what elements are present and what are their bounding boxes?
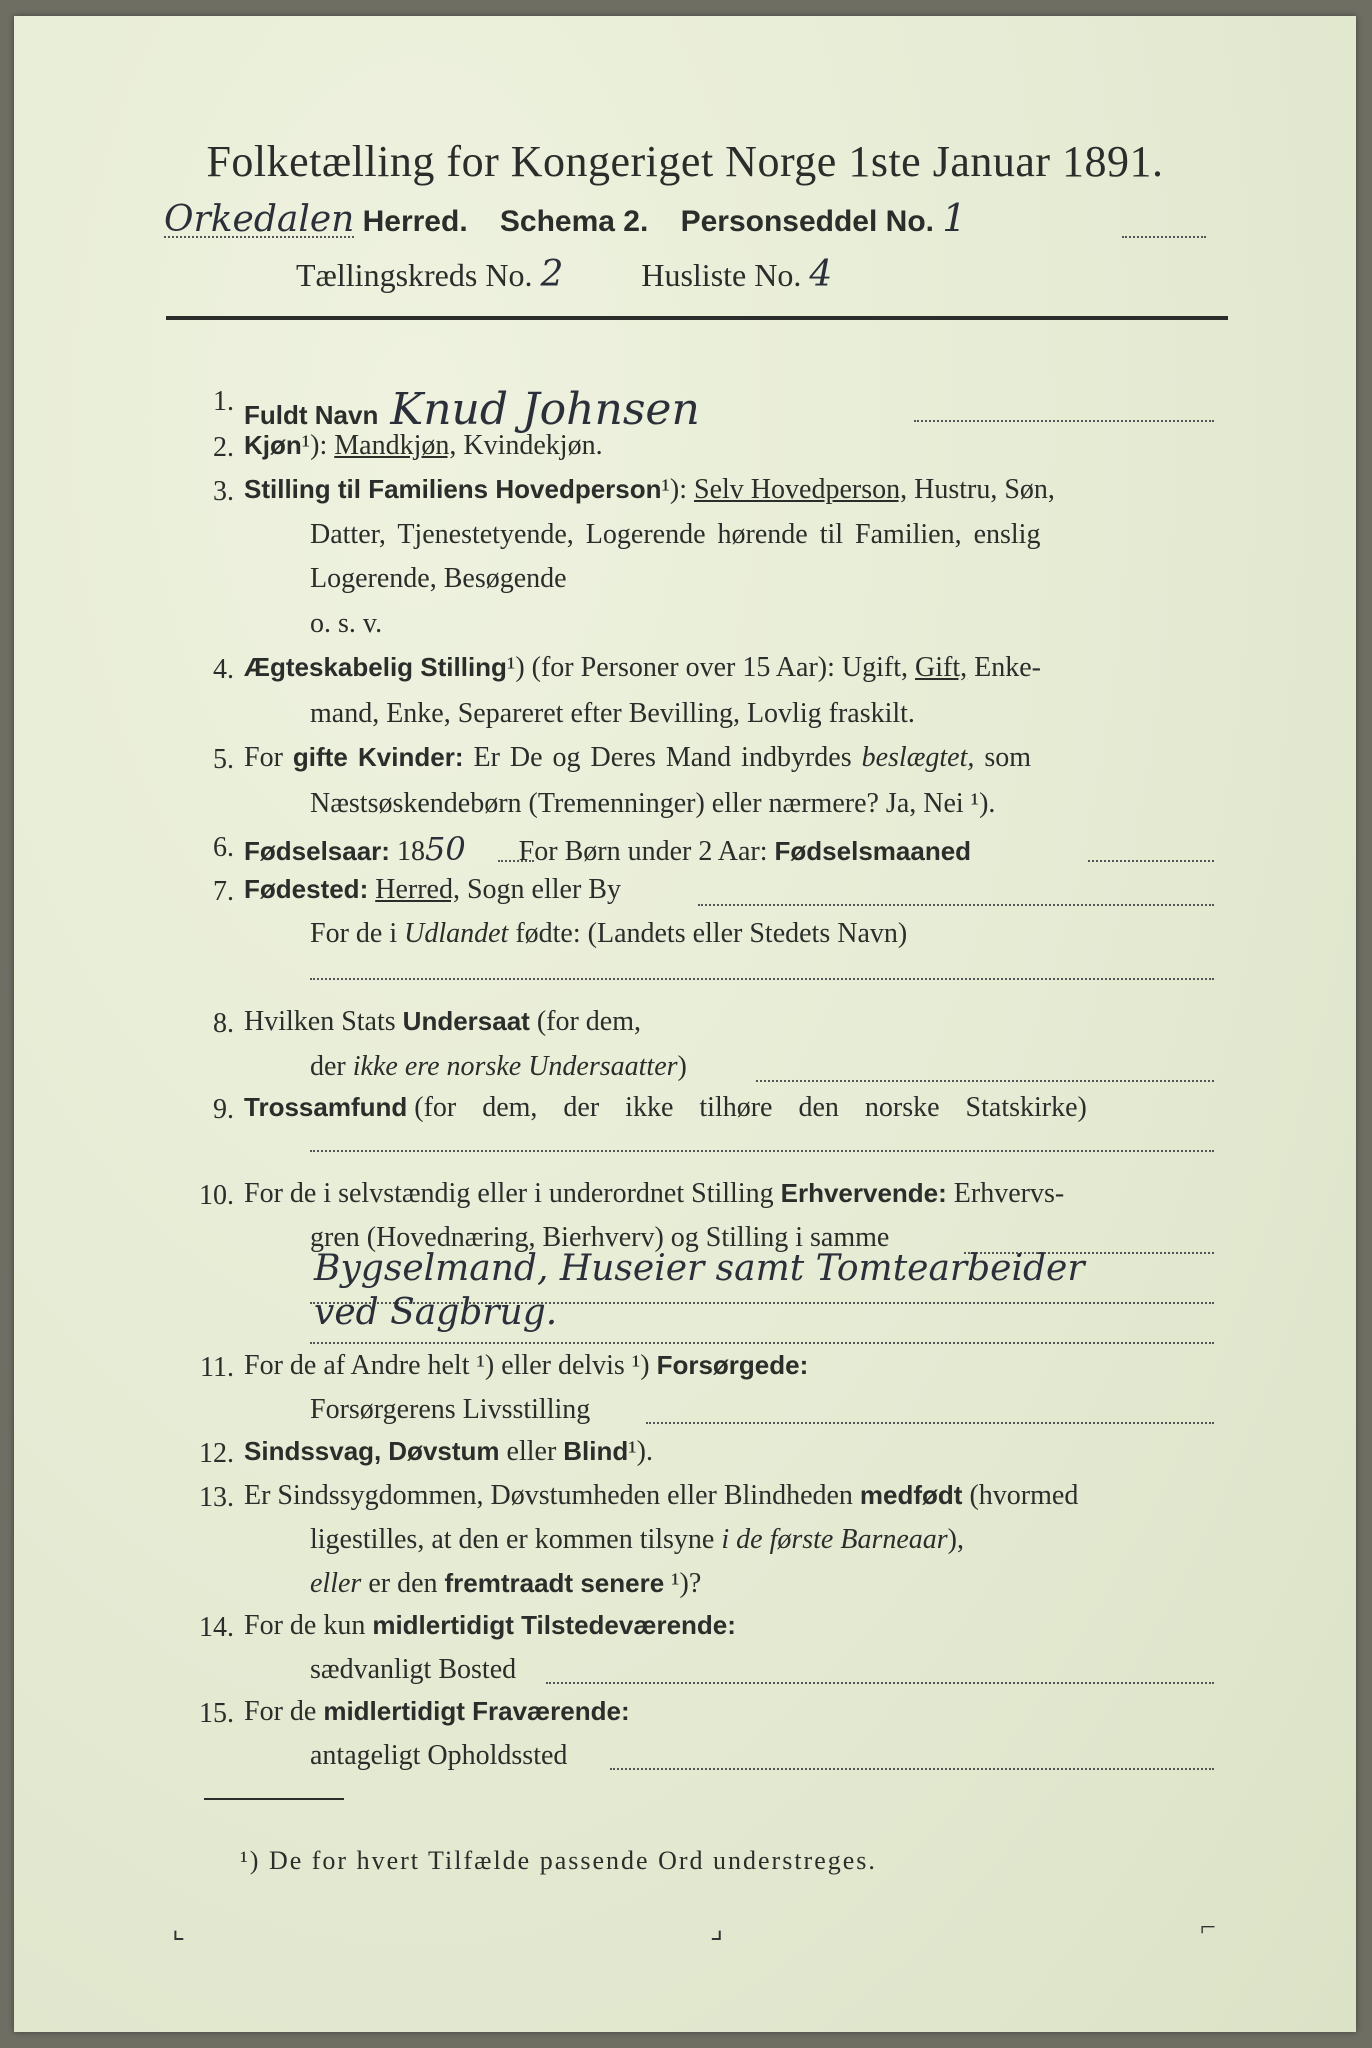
q8-prefix: Hvilken Stats [244, 1006, 396, 1037]
q8-row-2 [310, 1051, 687, 1083]
q5-italic-term: beslægtet, [861, 742, 975, 773]
q12-footnote-ref: ¹). [628, 1436, 653, 1467]
q10-dotline-3 [310, 1342, 1214, 1344]
q5-number: 5. [213, 744, 234, 775]
q1-answer: Knud Johnsen [390, 384, 700, 435]
q11-label: Forsørgede: [656, 1350, 809, 1380]
q13-footnote-ref: ¹)? [671, 1568, 702, 1599]
q13-row3-text: er den [368, 1568, 438, 1599]
register-mark-right: ⌐ [1200, 1912, 1216, 1943]
q8-row2-italic: ikke ere norske Undersaatter [352, 1051, 678, 1082]
q15-dotline [610, 1768, 1214, 1770]
q10-row-2: gren (Hovednæring, Bierhverv) og Stilling i samme [310, 1222, 890, 1253]
q8-row2-pre: der [310, 1051, 346, 1082]
q13-row2-post: ), [947, 1524, 964, 1555]
q3-row-4: o. s. v. [310, 608, 383, 639]
q3-footnote-ref: ¹): [661, 474, 688, 505]
q4-label: Ægteskabelig Stilling [244, 652, 507, 682]
q4-text: (for Personer over 15 Aar): Ugift, [531, 652, 908, 683]
personseddel-dotline [1122, 236, 1206, 238]
q14-dotline [546, 1682, 1214, 1684]
register-mark-center: ⌟ [710, 1914, 724, 1945]
q4-footnote-ref: ¹) [506, 652, 525, 683]
q9-label: Trossamfund [244, 1092, 408, 1122]
q5-row-2: Næstsøskendebørn (Tremenninger) eller nærmere? Ja, Nei ¹). [310, 788, 996, 819]
q3-label: Stilling til Familiens Hovedperson [244, 474, 662, 504]
q6-row [244, 830, 971, 868]
q13-row2-italic: i de første Barneaar [721, 1524, 948, 1555]
q2-row [244, 430, 603, 462]
q3-row-3: Logerende, Besøgende [310, 563, 567, 594]
q13-row3-italic: eller [310, 1568, 362, 1599]
q6-text: For Børn under 2 Aar: [518, 836, 768, 867]
q9-row [244, 1092, 1087, 1124]
q15-number: 15. [199, 1698, 234, 1729]
herred-value: Orkedalen [164, 199, 355, 240]
q3-options-rest: Hustru, Søn, [914, 474, 1055, 505]
q10-text: For de i selvstændig eller i underordnet Stilling [244, 1178, 774, 1209]
q12-eller: eller [506, 1436, 557, 1467]
q11-dotline [646, 1422, 1214, 1424]
q14-row-2: sædvanligt Bosted [310, 1654, 517, 1685]
q2-footnote-ref: ¹): [301, 430, 328, 461]
q7-row-2 [310, 918, 907, 950]
q1-dotline [914, 420, 1214, 422]
q7-row-1 [244, 874, 621, 906]
q7-row2-italic: Udlandet [404, 918, 509, 949]
q9-number: 9. [213, 1094, 234, 1125]
q6-year-value: 50 [424, 830, 466, 868]
q10-number: 10. [199, 1180, 234, 1211]
q3-row-2: Datter, Tjenestetyende, Logerende hørende til Familien, enslig [310, 519, 1041, 550]
q14-number: 14. [199, 1612, 234, 1643]
header-rule [166, 316, 1228, 320]
q12-number: 12. [199, 1438, 234, 1469]
q13-row-1 [244, 1480, 1078, 1512]
herred-label: Herred. [362, 205, 468, 238]
q11-row-1 [244, 1350, 808, 1382]
kreds-label: Tællingskreds No. [296, 257, 533, 293]
q11-row-2: Forsørgerens Livsstilling [310, 1394, 591, 1425]
q7-answer-dotline [310, 978, 1214, 980]
q10-text-end: Erhvervs- [953, 1178, 1065, 1209]
census-form [14, 16, 1356, 2032]
q8-number: 8. [213, 1008, 234, 1039]
q5-text-end: som [984, 742, 1032, 773]
q12-row [244, 1436, 653, 1468]
header-row-2 [296, 254, 832, 295]
q13-label: medfødt [859, 1480, 963, 1510]
q4-number: 4. [213, 654, 234, 685]
husliste-label: Husliste No. [641, 257, 802, 293]
q2-option-kvindekjon: Kvindekjøn. [463, 430, 603, 461]
q5-text: Er De og Deres Mand indbyrdes [473, 742, 852, 773]
q10-answer-line-2: ved Sagbrug. [314, 1292, 558, 1333]
footnote-rule [204, 1798, 344, 1800]
q11-text: For de af Andre helt ¹) eller delvis ¹) [244, 1350, 650, 1381]
q4-option-enke: Enke- [974, 652, 1041, 683]
q8-text: (for dem, [536, 1006, 642, 1037]
q9-text: (for dem, der ikke tilhøre den norske Statskirke) [414, 1092, 1087, 1123]
q7-number: 7. [213, 876, 234, 907]
q4-row-1 [244, 652, 1041, 684]
q8-row-1 [244, 1006, 641, 1038]
q8-dotline [756, 1080, 1214, 1082]
q12-label-blind: Blind [563, 1436, 629, 1466]
q12-label-dovstum: Døvstum [388, 1436, 500, 1466]
q7-row2-post: fødte: (Landets eller Stedets Navn) [515, 918, 908, 949]
q10-label: Erhvervende: [780, 1178, 947, 1208]
herred-dotline [164, 236, 354, 238]
q6-label: Fødselsaar: [244, 836, 390, 866]
q8-row2-post: ) [677, 1051, 687, 1082]
q7-label: Fødested: [244, 874, 369, 904]
q6-month-dotline [1088, 860, 1214, 862]
q2-option-mandkjon: Mandkjøn, [334, 430, 457, 461]
q15-row-2: antageligt Opholdssted [310, 1740, 568, 1771]
q1-row [244, 384, 700, 435]
q9-answer-dotline [310, 1150, 1214, 1152]
q15-row-1 [244, 1696, 630, 1728]
q13-row2-pre: ligestilles, at den er kommen tilsyne [310, 1524, 715, 1555]
q4-option-gift: Gift, [915, 652, 968, 683]
personseddel-label: Personseddel No. [680, 205, 934, 238]
q13-row-2 [310, 1524, 964, 1556]
husliste-value: 4 [809, 254, 833, 295]
q5-label: gifte Kvinder: [292, 742, 464, 772]
register-mark-left: ⌞ [172, 1914, 186, 1945]
q4-row-2: mand, Enke, Separeret efter Bevilling, Lovlig fraskilt. [310, 698, 915, 729]
form-title: Folketælling for Kongeriget Norge 1ste Januar 1891. [206, 137, 1164, 186]
q6-year-dotline [498, 860, 534, 862]
q5-prefix: For [244, 742, 283, 773]
q13-text-end: (hvormed [969, 1480, 1079, 1511]
schema-label: Schema 2. [499, 205, 649, 238]
footnote: ¹) De for hvert Tilfælde passende Ord understreges. [240, 1846, 877, 1875]
q2-label: Kjøn [244, 430, 302, 460]
q6-label-month: Fødselsmaaned [774, 836, 972, 866]
q11-number: 11. [200, 1352, 234, 1383]
q7-row2-pre: For de i [310, 918, 398, 949]
kreds-value: 2 [540, 254, 564, 295]
header-row-1 [164, 196, 966, 240]
q13-label-senere: fremtraadt senere [444, 1568, 665, 1598]
q8-label: Undersaat [402, 1006, 530, 1036]
q1-label: Fuldt Navn [244, 400, 379, 430]
q13-text: Er Sindssygdommen, Døvstumheden eller Blindheden [244, 1480, 853, 1511]
personseddel-value: 1 [942, 196, 967, 240]
q13-number: 13. [199, 1482, 234, 1513]
q3-option-selv-hovedperson: Selv Hovedperson, [694, 474, 908, 505]
q5-row-1 [244, 742, 1031, 774]
q3-number: 3. [213, 476, 234, 507]
q7-options-rest: Sogn eller By [466, 874, 621, 905]
q1-number: 1. [213, 386, 234, 417]
q10-answer-line-1: Bygselmand, Huseier samt Tomtearbeider [314, 1248, 1085, 1289]
q7-option-herred: Herred, [375, 874, 460, 905]
q12-label-sindssvag: Sindssvag, [244, 1436, 382, 1466]
q10-row-1 [244, 1178, 1064, 1210]
q6-year-prefix: 18 [396, 836, 425, 867]
q14-label: midlertidigt Tilstedeværende: [372, 1610, 736, 1640]
q3-row-1 [244, 474, 1055, 506]
q13-row-3 [310, 1568, 701, 1600]
q14-prefix: For de kun [244, 1610, 366, 1641]
q14-row-1 [244, 1610, 736, 1642]
q6-number: 6. [213, 832, 234, 863]
q15-prefix: For de [244, 1696, 317, 1727]
q2-number: 2. [213, 432, 234, 463]
q15-label: midlertidigt Fraværende: [323, 1696, 630, 1726]
q7-dotline [698, 904, 1214, 906]
